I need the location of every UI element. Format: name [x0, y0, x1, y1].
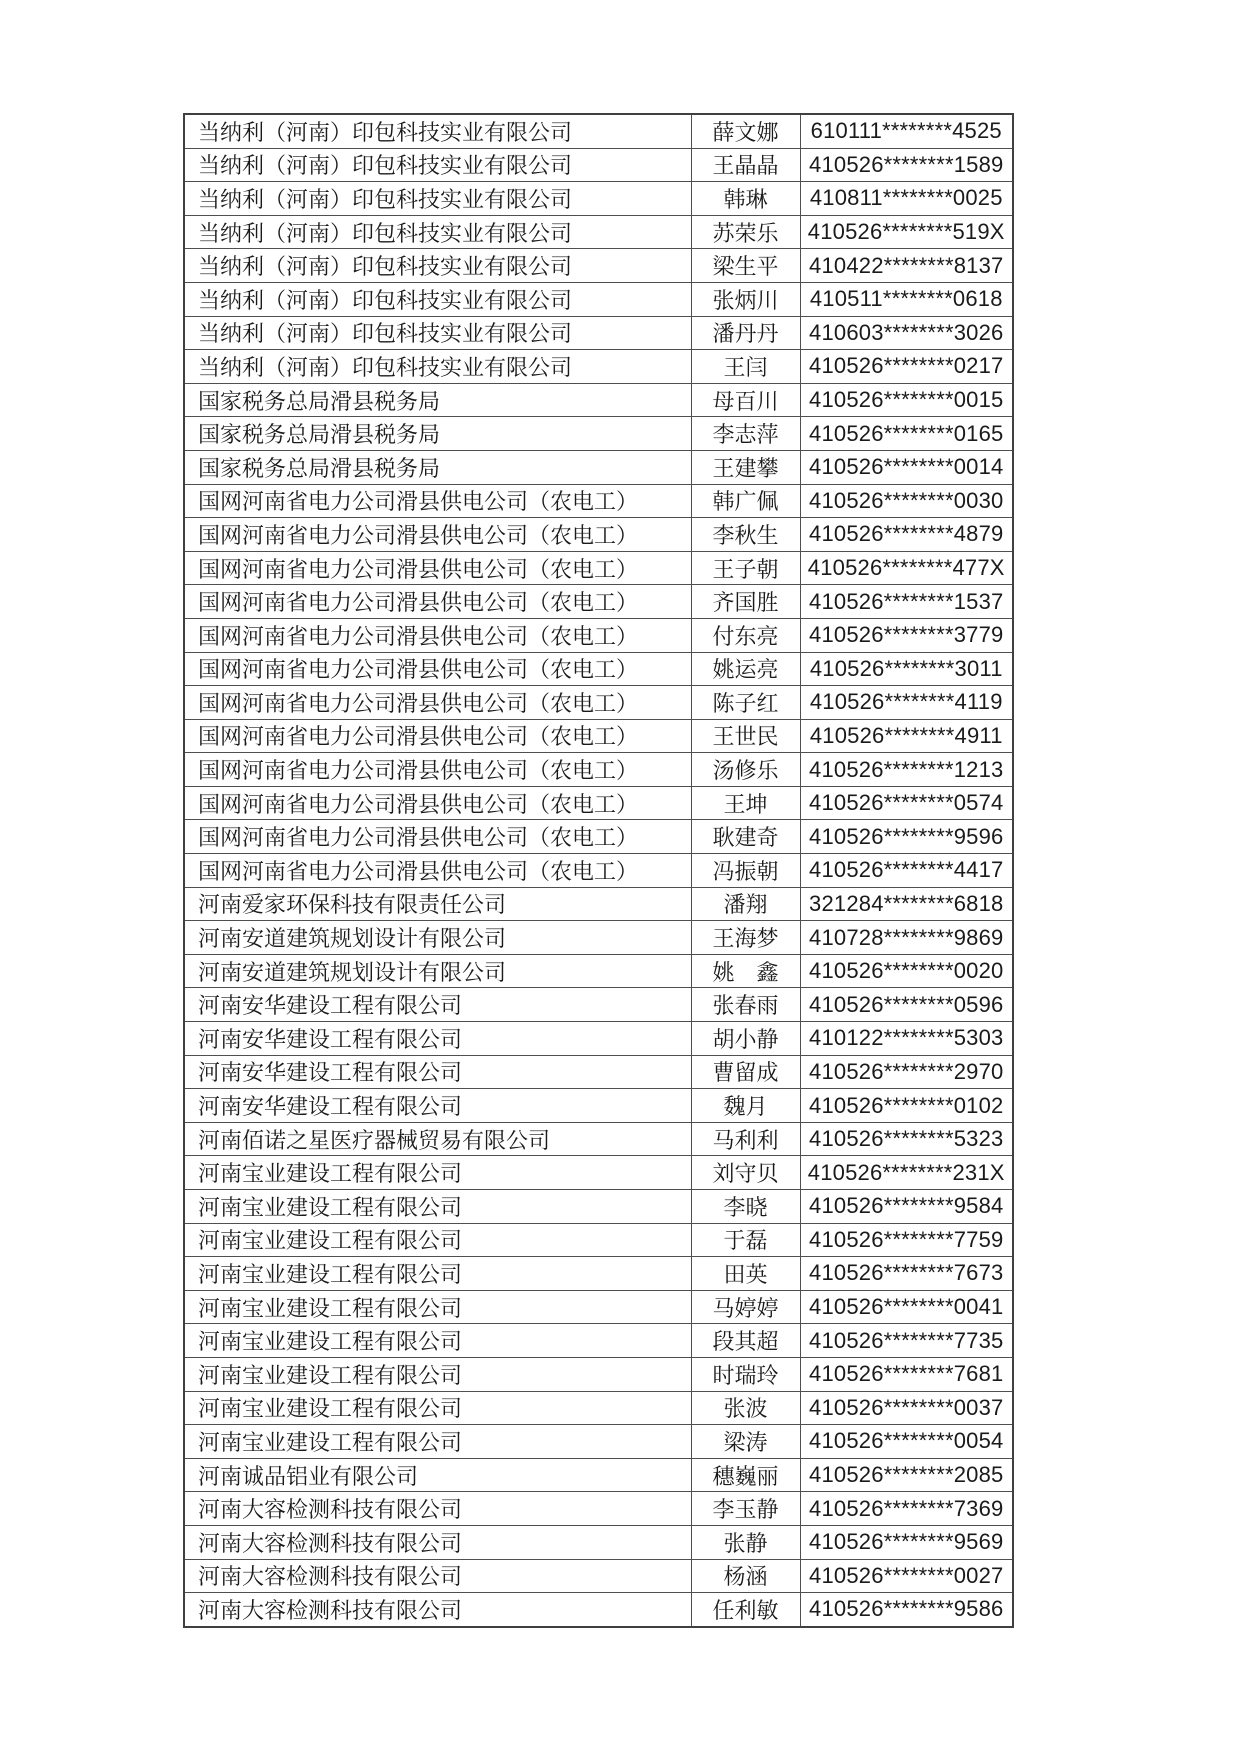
company-name-cell: 河南安华建设工程有限公司: [184, 1089, 691, 1123]
company-name-cell: 国网河南省电力公司滑县供电公司（农电工）: [184, 820, 691, 854]
id-number-cell: 410422********8137: [800, 249, 1013, 283]
person-name-cell: 韩广佩: [691, 484, 800, 518]
person-name-cell: 穗巍丽: [691, 1458, 800, 1492]
id-number-cell: 410728********9869: [800, 921, 1013, 955]
person-name-cell: 曹留成: [691, 1055, 800, 1089]
person-name-cell: 王建攀: [691, 450, 800, 484]
company-name-cell: 河南大容检测科技有限公司: [184, 1525, 691, 1559]
id-number-cell: 410526********0014: [800, 450, 1013, 484]
person-name-cell: 潘翔: [691, 887, 800, 921]
id-number-cell: 410526********477X: [800, 551, 1013, 585]
person-name-cell: 李晓: [691, 1190, 800, 1224]
table-row: [184, 1492, 1013, 1526]
table-row: [184, 1022, 1013, 1056]
person-name-cell: 薛文娜: [691, 114, 800, 148]
company-name-cell: 国网河南省电力公司滑县供电公司（农电工）: [184, 585, 691, 619]
id-number-cell: 410526********0596: [800, 988, 1013, 1022]
company-name-cell: 当纳利（河南）印包科技实业有限公司: [184, 249, 691, 283]
table-row: [184, 114, 1013, 148]
person-name-cell: 韩琳: [691, 182, 800, 216]
table-row: [184, 618, 1013, 652]
table-row: [184, 282, 1013, 316]
person-name-cell: 杨涵: [691, 1559, 800, 1593]
id-number-cell: 410526********519X: [800, 215, 1013, 249]
company-name-cell: 河南宝业建设工程有限公司: [184, 1324, 691, 1358]
id-number-cell: 410526********3779: [800, 618, 1013, 652]
id-number-cell: 410526********9586: [800, 1593, 1013, 1627]
table-row: [184, 518, 1013, 552]
id-number-cell: 410526********0217: [800, 350, 1013, 384]
company-name-cell: 河南宝业建设工程有限公司: [184, 1156, 691, 1190]
table-row: [184, 1525, 1013, 1559]
company-name-cell: 河南安华建设工程有限公司: [184, 1055, 691, 1089]
person-name-cell: 付东亮: [691, 618, 800, 652]
person-name-cell: 王闫: [691, 350, 800, 384]
company-name-cell: 河南安华建设工程有限公司: [184, 988, 691, 1022]
table-row: [184, 1156, 1013, 1190]
id-number-cell: 410526********0574: [800, 786, 1013, 820]
id-number-cell: 410526********0030: [800, 484, 1013, 518]
company-name-cell: 河南安道建筑规划设计有限公司: [184, 954, 691, 988]
company-name-cell: 河南大容检测科技有限公司: [184, 1559, 691, 1593]
table-row: [184, 1089, 1013, 1123]
id-number-cell: 410526********4911: [800, 719, 1013, 753]
id-number-cell: 410526********231X: [800, 1156, 1013, 1190]
table-row: [184, 1290, 1013, 1324]
id-number-cell: 410526********1589: [800, 148, 1013, 182]
roster-table-body: [184, 114, 1013, 1627]
person-name-cell: 梁涛: [691, 1425, 800, 1459]
table-row: [184, 1425, 1013, 1459]
id-number-cell: 410526********0054: [800, 1425, 1013, 1459]
id-number-cell: 410526********7759: [800, 1223, 1013, 1257]
person-name-cell: 马婷婷: [691, 1290, 800, 1324]
table-row: [184, 1257, 1013, 1291]
table-row: [184, 450, 1013, 484]
id-number-cell: 410526********0020: [800, 954, 1013, 988]
table-row: [184, 887, 1013, 921]
id-number-cell: 410526********9569: [800, 1525, 1013, 1559]
company-name-cell: 国家税务总局滑县税务局: [184, 417, 691, 451]
id-number-cell: 410526********0102: [800, 1089, 1013, 1123]
id-number-cell: 410811********0025: [800, 182, 1013, 216]
person-name-cell: 魏月: [691, 1089, 800, 1123]
id-number-cell: 410526********7673: [800, 1257, 1013, 1291]
table-row: [184, 484, 1013, 518]
company-name-cell: 当纳利（河南）印包科技实业有限公司: [184, 182, 691, 216]
person-name-cell: 张春雨: [691, 988, 800, 1022]
company-name-cell: 当纳利（河南）印包科技实业有限公司: [184, 350, 691, 384]
person-name-cell: 张炳川: [691, 282, 800, 316]
table-row: [184, 686, 1013, 720]
person-name-cell: 于磊: [691, 1223, 800, 1257]
table-row: [184, 1357, 1013, 1391]
person-name-cell: 王晶晶: [691, 148, 800, 182]
table-row: [184, 417, 1013, 451]
company-name-cell: 国网河南省电力公司滑县供电公司（农电工）: [184, 518, 691, 552]
company-name-cell: 当纳利（河南）印包科技实业有限公司: [184, 316, 691, 350]
id-number-cell: 410526********0027: [800, 1559, 1013, 1593]
id-number-cell: 410511********0618: [800, 282, 1013, 316]
person-name-cell: 马利利: [691, 1122, 800, 1156]
company-name-cell: 河南安华建设工程有限公司: [184, 1022, 691, 1056]
table-row: [184, 350, 1013, 384]
company-name-cell: 国网河南省电力公司滑县供电公司（农电工）: [184, 484, 691, 518]
person-name-cell: 潘丹丹: [691, 316, 800, 350]
table-row: [184, 1593, 1013, 1627]
table-row: [184, 854, 1013, 888]
id-number-cell: 410526********9584: [800, 1190, 1013, 1224]
person-name-cell: 胡小静: [691, 1022, 800, 1056]
table-row: [184, 551, 1013, 585]
table-row: [184, 1122, 1013, 1156]
company-name-cell: 河南宝业建设工程有限公司: [184, 1290, 691, 1324]
company-name-cell: 河南爱家环保科技有限责任公司: [184, 887, 691, 921]
table-row: [184, 1391, 1013, 1425]
id-number-cell: 321284********6818: [800, 887, 1013, 921]
company-name-cell: 国网河南省电力公司滑县供电公司（农电工）: [184, 719, 691, 753]
id-number-cell: 410122********5303: [800, 1022, 1013, 1056]
person-name-cell: 李玉静: [691, 1492, 800, 1526]
company-name-cell: 国网河南省电力公司滑县供电公司（农电工）: [184, 618, 691, 652]
company-name-cell: 国家税务总局滑县税务局: [184, 383, 691, 417]
id-number-cell: 410526********7735: [800, 1324, 1013, 1358]
person-name-cell: 李秋生: [691, 518, 800, 552]
id-number-cell: 410526********0037: [800, 1391, 1013, 1425]
person-name-cell: 王子朝: [691, 551, 800, 585]
company-name-cell: 河南诚品铝业有限公司: [184, 1458, 691, 1492]
person-name-cell: 汤修乐: [691, 753, 800, 787]
person-name-cell: 冯振朝: [691, 854, 800, 888]
table-row: [184, 753, 1013, 787]
company-name-cell: 国网河南省电力公司滑县供电公司（农电工）: [184, 686, 691, 720]
id-number-cell: 610111********4525: [800, 114, 1013, 148]
company-name-cell: 国网河南省电力公司滑县供电公司（农电工）: [184, 786, 691, 820]
person-name-cell: 张静: [691, 1525, 800, 1559]
id-number-cell: 410526********5323: [800, 1122, 1013, 1156]
person-name-cell: 姚 鑫: [691, 954, 800, 988]
company-name-cell: 河南大容检测科技有限公司: [184, 1593, 691, 1627]
company-name-cell: 河南宝业建设工程有限公司: [184, 1223, 691, 1257]
id-number-cell: 410526********1213: [800, 753, 1013, 787]
company-name-cell: 河南安道建筑规划设计有限公司: [184, 921, 691, 955]
person-name-cell: 齐国胜: [691, 585, 800, 619]
table-row: [184, 585, 1013, 619]
person-name-cell: 梁生平: [691, 249, 800, 283]
id-number-cell: 410526********9596: [800, 820, 1013, 854]
person-name-cell: 田英: [691, 1257, 800, 1291]
personnel-roster-table: [183, 113, 1014, 1628]
company-name-cell: 河南大容检测科技有限公司: [184, 1492, 691, 1526]
table-row: [184, 786, 1013, 820]
person-name-cell: 任利敏: [691, 1593, 800, 1627]
person-name-cell: 张波: [691, 1391, 800, 1425]
id-number-cell: 410603********3026: [800, 316, 1013, 350]
table-row: [184, 1190, 1013, 1224]
id-number-cell: 410526********0041: [800, 1290, 1013, 1324]
company-name-cell: 河南宝业建设工程有限公司: [184, 1257, 691, 1291]
table-row: [184, 1223, 1013, 1257]
id-number-cell: 410526********7369: [800, 1492, 1013, 1526]
company-name-cell: 当纳利（河南）印包科技实业有限公司: [184, 282, 691, 316]
id-number-cell: 410526********7681: [800, 1357, 1013, 1391]
id-number-cell: 410526********0015: [800, 383, 1013, 417]
person-name-cell: 王海梦: [691, 921, 800, 955]
table-row: [184, 921, 1013, 955]
table-row: [184, 1559, 1013, 1593]
person-name-cell: 段其超: [691, 1324, 800, 1358]
id-number-cell: 410526********3011: [800, 652, 1013, 686]
person-name-cell: 李志萍: [691, 417, 800, 451]
person-name-cell: 姚运亮: [691, 652, 800, 686]
table-row: [184, 383, 1013, 417]
person-name-cell: 苏荣乐: [691, 215, 800, 249]
table-row: [184, 988, 1013, 1022]
table-row: [184, 249, 1013, 283]
table-row: [184, 820, 1013, 854]
company-name-cell: 当纳利（河南）印包科技实业有限公司: [184, 114, 691, 148]
person-name-cell: 母百川: [691, 383, 800, 417]
table-row: [184, 182, 1013, 216]
table-row: [184, 148, 1013, 182]
table-row: [184, 954, 1013, 988]
id-number-cell: 410526********2085: [800, 1458, 1013, 1492]
id-number-cell: 410526********4417: [800, 854, 1013, 888]
table-row: [184, 215, 1013, 249]
company-name-cell: 当纳利（河南）印包科技实业有限公司: [184, 148, 691, 182]
person-name-cell: 陈子红: [691, 686, 800, 720]
table-row: [184, 1458, 1013, 1492]
table-row: [184, 1324, 1013, 1358]
company-name-cell: 河南宝业建设工程有限公司: [184, 1391, 691, 1425]
table-row: [184, 652, 1013, 686]
company-name-cell: 河南宝业建设工程有限公司: [184, 1190, 691, 1224]
person-name-cell: 王世民: [691, 719, 800, 753]
company-name-cell: 国家税务总局滑县税务局: [184, 450, 691, 484]
company-name-cell: 国网河南省电力公司滑县供电公司（农电工）: [184, 652, 691, 686]
company-name-cell: 河南宝业建设工程有限公司: [184, 1357, 691, 1391]
company-name-cell: 当纳利（河南）印包科技实业有限公司: [184, 215, 691, 249]
company-name-cell: 国网河南省电力公司滑县供电公司（农电工）: [184, 551, 691, 585]
company-name-cell: 国网河南省电力公司滑县供电公司（农电工）: [184, 753, 691, 787]
person-name-cell: 王坤: [691, 786, 800, 820]
person-name-cell: 时瑞玲: [691, 1357, 800, 1391]
table-row: [184, 719, 1013, 753]
id-number-cell: 410526********2970: [800, 1055, 1013, 1089]
id-number-cell: 410526********4119: [800, 686, 1013, 720]
table-row: [184, 316, 1013, 350]
company-name-cell: 国网河南省电力公司滑县供电公司（农电工）: [184, 854, 691, 888]
person-name-cell: 耿建奇: [691, 820, 800, 854]
person-name-cell: 刘守贝: [691, 1156, 800, 1190]
table-row: [184, 1055, 1013, 1089]
company-name-cell: 河南宝业建设工程有限公司: [184, 1425, 691, 1459]
id-number-cell: 410526********4879: [800, 518, 1013, 552]
id-number-cell: 410526********1537: [800, 585, 1013, 619]
company-name-cell: 河南佰诺之星医疗器械贸易有限公司: [184, 1122, 691, 1156]
id-number-cell: 410526********0165: [800, 417, 1013, 451]
